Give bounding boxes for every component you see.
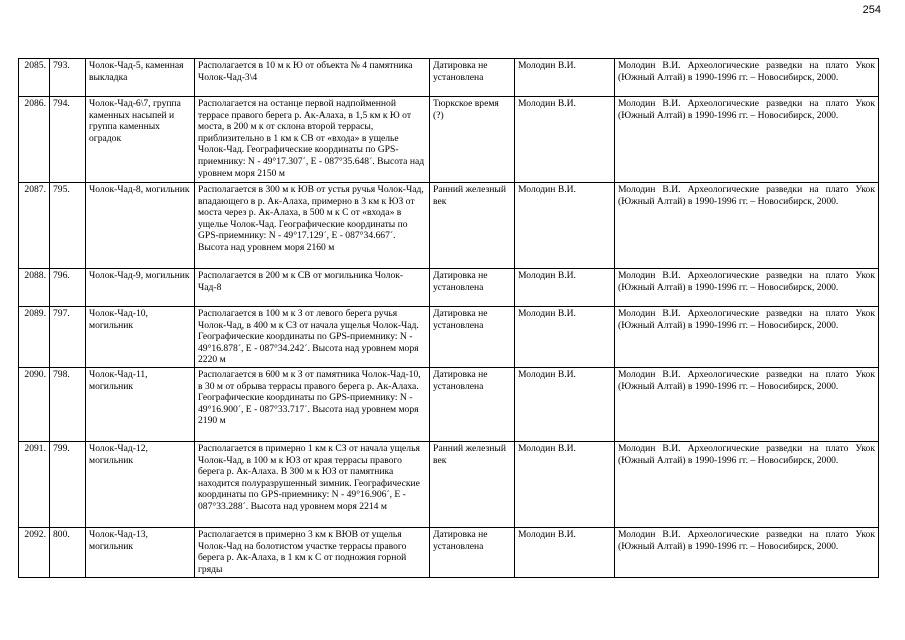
bibliography-source: Молодин В.И. Археологические разведки на плато Укок (Южный Алтай) в 1990-1996 гг. – Новосибирск, 2000.: [615, 269, 879, 307]
monument-name: Чолок-Чад-9, могильник: [86, 269, 195, 307]
researcher: Молодин В.И.: [515, 442, 615, 528]
dating: Датировка не установлена: [430, 269, 515, 307]
researcher: Молодин В.И.: [515, 307, 615, 368]
bibliography-source: Молодин В.И. Археологические разведки на плато Укок (Южный Алтай) в 1990-1996 гг. – Новосибирск, 2000.: [615, 183, 879, 269]
table-row: [19, 528, 879, 578]
monument-name: Чолок-Чад-12, могильник: [86, 442, 195, 528]
bibliography-source: Молодин В.И. Археологические разведки на плато Укок (Южный Алтай) в 1990-1996 гг. – Новосибирск, 2000.: [615, 528, 879, 578]
row-number: 2087.: [19, 183, 50, 269]
row-number: 2085.: [19, 59, 50, 97]
bibliography-source: Молодин В.И. Археологические разведки на плато Укок (Южный Алтай) в 1990-1996 гг. – Новосибирск, 2000.: [615, 97, 879, 183]
table-body: [19, 59, 879, 578]
table-row: [19, 307, 879, 368]
researcher: Молодин В.И.: [515, 59, 615, 97]
row-number: 2089.: [19, 307, 50, 368]
item-number: 796.: [50, 269, 86, 307]
monument-name: Чолок-Чад-11, могильник: [86, 368, 195, 442]
location-description: Располагается в 200 м к СВ от могильника Чолок-Чад-8: [195, 269, 430, 307]
dating: Тюркское время (?): [430, 97, 515, 183]
row-number: 2088.: [19, 269, 50, 307]
monument-name: Чолок-Чад-8, могильник: [86, 183, 195, 269]
table-row: [19, 59, 879, 97]
bibliography-source: Молодин В.И. Археологические разведки на плато Укок (Южный Алтай) в 1990-1996 гг. – Новосибирск, 2000.: [615, 307, 879, 368]
location-description: Располагается в 600 м к З от памятника Чолок-Чад-10, в 30 м от обрыва террасы правого берега р. Ак-Алаха. Географические координаты по GPS-приемнику: N - 49°16.900´, E - 087°33.717´. Высота над уровнем моря 2190 м: [195, 368, 430, 442]
location-description: Располагается в примерно 3 км к ВЮВ от ущелья Чолок-Чад на болотистом участке террасы правого берега р. Ак-Алаха, в 1 км к С от подножия горной гряды: [195, 528, 430, 578]
item-number: 798.: [50, 368, 86, 442]
bibliography-source: Молодин В.И. Археологические разведки на плато Укок (Южный Алтай) в 1990-1996 гг. – Новосибирск, 2000.: [615, 59, 879, 97]
item-number: 797.: [50, 307, 86, 368]
item-number: 795.: [50, 183, 86, 269]
dating: Ранний железный век: [430, 442, 515, 528]
row-number: 2086.: [19, 97, 50, 183]
researcher: Молодин В.И.: [515, 269, 615, 307]
dating: Датировка не установлена: [430, 528, 515, 578]
table-row: [19, 269, 879, 307]
dating: Ранний железный век: [430, 183, 515, 269]
item-number: 793.: [50, 59, 86, 97]
dating: Датировка не установлена: [430, 368, 515, 442]
table-row: [19, 368, 879, 442]
row-number: 2090.: [19, 368, 50, 442]
dating: Датировка не установлена: [430, 59, 515, 97]
monument-name: Чолок-Чад-10, могильник: [86, 307, 195, 368]
monuments-table: [18, 58, 879, 578]
location-description: Располагается на останце первой надпойменной террасе правого берега р. Ак-Алаха, в 1,5 км к Ю от моста, в 200 м к от склона второй террасы, приблизительно в 1 км к СВ от «входа» в ущелье Чолок-Чад. Географические координаты по GPS-приемнику: N - 49°17.307´, E - 087°35.648´. Высота над уровнем моря 2150 м: [195, 97, 430, 183]
item-number: 794.: [50, 97, 86, 183]
researcher: Молодин В.И.: [515, 368, 615, 442]
location-description: Располагается в 10 м к Ю от объекта № 4 памятника Чолок-Чад-3\4: [195, 59, 430, 97]
location-description: Располагается в 300 м к ЮВ от устья ручья Чолок-Чад, впадающего в р. Ак-Алаха, примерно в 3 км к ЮЗ от моста через р. Ак-Алаха, в 500 м к С от «входа» в ущелье Чолок-Чад. Географические координаты по GPS-приемнику: N - 49°17.129´, E - 087°34.667´. Высота над уровнем моря 2160 м: [195, 183, 430, 269]
researcher: Молодин В.И.: [515, 528, 615, 578]
monument-name: Чолок-Чад-6\7, группа каменных насыпей и группа каменных оградок: [86, 97, 195, 183]
dating: Датировка не установлена: [430, 307, 515, 368]
monument-name: Чолок-Чад-13, могильник: [86, 528, 195, 578]
row-number: 2092.: [19, 528, 50, 578]
researcher: Молодин В.И.: [515, 183, 615, 269]
location-description: Располагается в 100 м к З от левого берега ручья Чолок-Чад, в 400 м к СЗ от начала ущелья Чолок-Чад. Географические координаты по GPS-приемнику: N - 49°16.878´, E - 087°34.242´. Высота над уровнем моря 2220 м: [195, 307, 430, 368]
monument-name: Чолок-Чад-5, каменная выкладка: [86, 59, 195, 97]
bibliography-source: Молодин В.И. Археологические разведки на плато Укок (Южный Алтай) в 1990-1996 гг. – Новосибирск, 2000.: [615, 442, 879, 528]
table-row: [19, 183, 879, 269]
row-number: 2091.: [19, 442, 50, 528]
item-number: 800.: [50, 528, 86, 578]
page-number: 254: [862, 4, 881, 16]
table-row: [19, 97, 879, 183]
location-description: Располагается в примерно 1 км к СЗ от начала ущелья Чолок-Чад, в 100 м к ЮЗ от края террасы правого берега р. Ак-Алаха. В 300 м к ЮЗ от памятника находится полуразрушенный зимник. Географические координаты по GPS-приемнику: N - 49°16.906´, E - 087°33.288´. Высота над уровнем моря 2214 м: [195, 442, 430, 528]
researcher: Молодин В.И.: [515, 97, 615, 183]
item-number: 799.: [50, 442, 86, 528]
bibliography-source: Молодин В.И. Археологические разведки на плато Укок (Южный Алтай) в 1990-1996 гг. – Новосибирск, 2000.: [615, 368, 879, 442]
table-row: [19, 442, 879, 528]
